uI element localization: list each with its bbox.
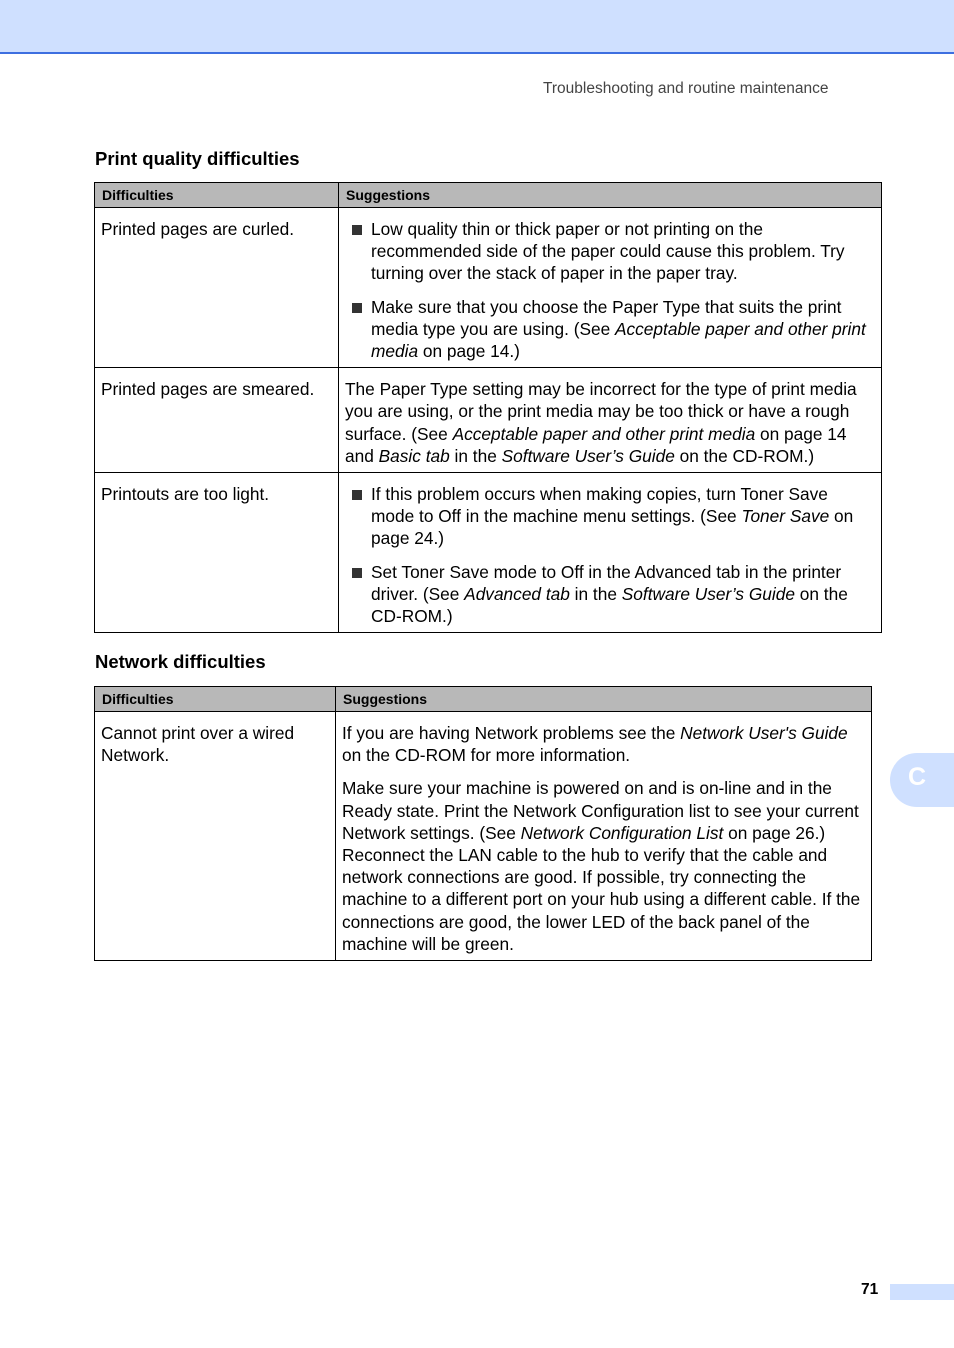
section-title-print-quality: Print quality difficulties bbox=[95, 148, 300, 169]
header-band bbox=[0, 0, 954, 54]
suggestion-paragraph bbox=[342, 777, 865, 955]
column-header-suggestions: Suggestions bbox=[339, 183, 882, 208]
difficulty-cell: Printed pages are smeared. bbox=[95, 368, 339, 473]
bullet-text: Set Toner Save mode to Off in the Advanced tab in the printer driver. (See bbox=[371, 561, 842, 604]
suggestion-text: Make sure your machine is powered on and is on-line and in the Ready state. Print the Network Configuration list to see your current Network settings. (See bbox=[342, 778, 859, 843]
table-header-row bbox=[95, 687, 872, 712]
column-header-difficulties: Difficulties bbox=[95, 687, 336, 712]
table-row bbox=[95, 208, 882, 368]
table-row bbox=[95, 712, 872, 961]
bullet-text: If this problem occurs when making copies, turn Toner Save mode to Off in the machine menu settings. (See bbox=[371, 484, 828, 527]
bullet-item bbox=[345, 561, 875, 628]
cross-reference: Advanced tab bbox=[464, 583, 570, 604]
bullet-text: Low quality thin or thick paper or not printing on the recommended side of the paper could cause this problem. Try turning over the stack of paper in the paper tray. bbox=[371, 219, 845, 284]
column-header-difficulties: Difficulties bbox=[95, 183, 339, 208]
table-row bbox=[95, 368, 882, 473]
bullet-text: in the bbox=[569, 583, 622, 604]
column-header-suggestions: Suggestions bbox=[336, 687, 872, 712]
suggestion-paragraph bbox=[342, 722, 865, 766]
suggestion-cell bbox=[336, 712, 872, 961]
page-number: 71 bbox=[861, 1281, 879, 1298]
difficulty-cell: Printouts are too light. bbox=[95, 473, 339, 633]
network-table bbox=[94, 686, 872, 961]
suggestion-text: The Paper Type setting may be incorrect for the type of print media you are using, or the print media may be too thick or have a rough surface. (See bbox=[345, 379, 857, 444]
cross-reference: Network Configuration List bbox=[520, 822, 724, 843]
difficulty-cell: Cannot print over a wired Network. bbox=[95, 712, 336, 961]
square-bullet-icon bbox=[352, 568, 362, 578]
square-bullet-icon bbox=[352, 303, 362, 313]
bullet-text: on page 14.) bbox=[418, 341, 520, 362]
cross-reference: Network User's Guide bbox=[680, 723, 848, 743]
suggestion-text: If you are having Network problems see the bbox=[342, 723, 681, 743]
suggestion-text: on page 14 and bbox=[345, 423, 847, 466]
print-quality-table bbox=[94, 182, 882, 633]
table-header-row bbox=[95, 183, 882, 208]
bullet-item bbox=[345, 296, 875, 363]
section-title-network: Network difficulties bbox=[95, 651, 266, 672]
difficulty-cell: Printed pages are curled. bbox=[95, 208, 339, 368]
chapter-tab-label: C bbox=[908, 763, 927, 791]
bullet-item bbox=[345, 218, 875, 285]
bullet-text: on the CD-ROM.) bbox=[371, 583, 848, 627]
cross-reference: Acceptable paper and other print media bbox=[371, 318, 866, 362]
chapter-tab bbox=[890, 753, 954, 807]
bullet-text: on page 24.) bbox=[371, 506, 854, 549]
cross-reference: Software User’s Guide bbox=[501, 445, 675, 466]
cross-reference: Software User’s Guide bbox=[621, 583, 795, 604]
bullet-item bbox=[345, 483, 875, 550]
square-bullet-icon bbox=[352, 490, 362, 500]
bullet-text: Make sure that you choose the Paper Type that suits the print media type you are using. (See bbox=[371, 296, 842, 339]
cross-reference: Basic tab bbox=[378, 445, 450, 466]
cross-reference: Acceptable paper and other print media bbox=[452, 423, 756, 444]
suggestion-text: in the bbox=[449, 445, 502, 466]
running-title: Troubleshooting and routine maintenance bbox=[543, 80, 829, 97]
cross-reference: Toner Save bbox=[741, 506, 830, 527]
suggestion-text: on page 26.) Reconnect the LAN cable to the hub to verify that the cable and network connections are good. If possible, try connecting the machine to a different port on your hub using a different cable. If the connections are good, the lower LED of the back panel of the machine will be green. bbox=[342, 822, 861, 954]
suggestion-cell bbox=[339, 473, 882, 633]
footer-band bbox=[890, 1284, 954, 1300]
suggestion-cell bbox=[339, 208, 882, 368]
suggestion-cell bbox=[339, 368, 882, 473]
suggestion-text: on the CD-ROM for more information. bbox=[342, 745, 631, 766]
suggestion-text: on the CD-ROM.) bbox=[674, 445, 815, 466]
square-bullet-icon bbox=[352, 225, 362, 235]
table-row bbox=[95, 473, 882, 633]
